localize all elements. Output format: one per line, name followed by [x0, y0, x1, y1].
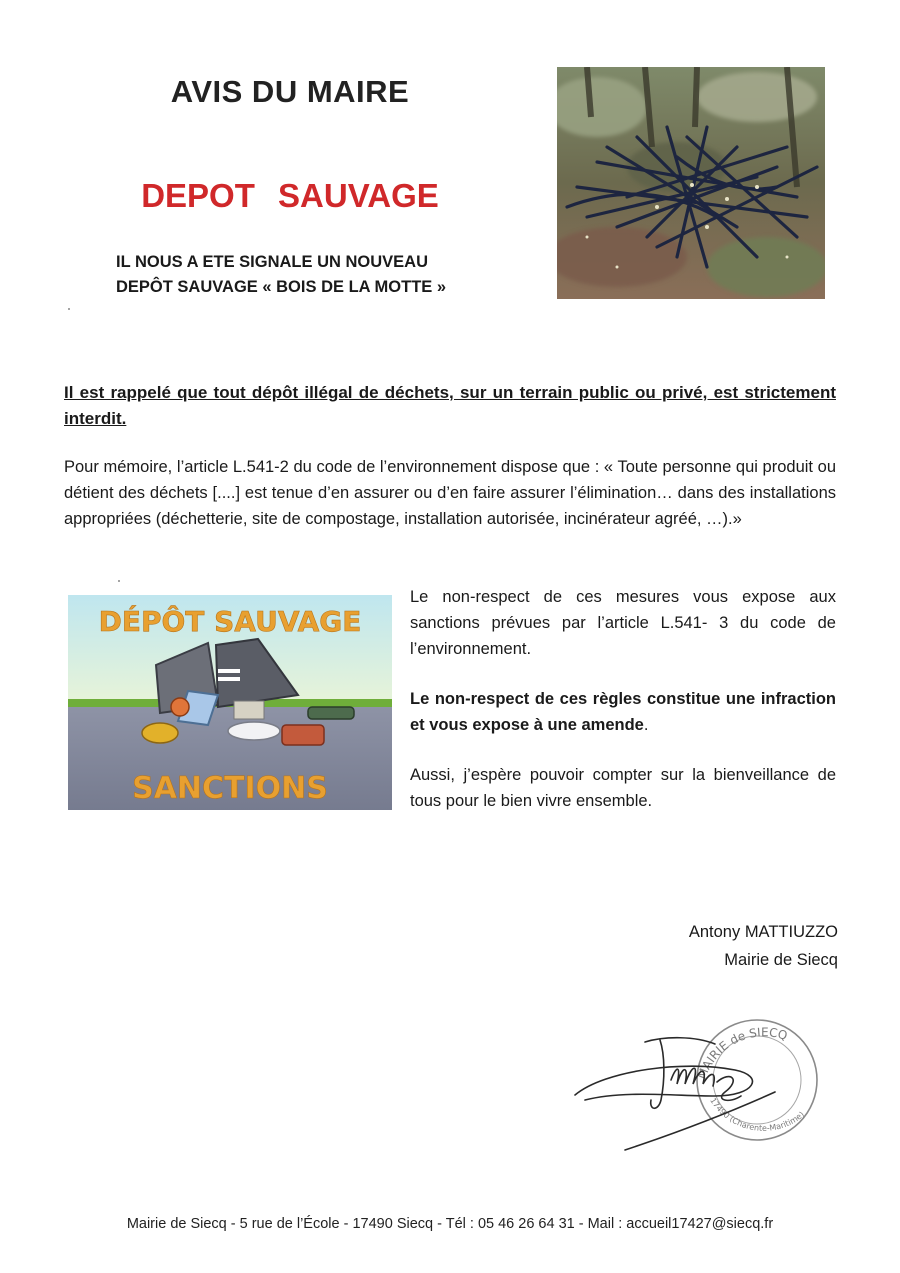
sanctions-illustration [68, 595, 392, 810]
sanctions-block [410, 584, 836, 838]
sanctions-paragraph: Le non-respect de ces mesures vous expose aux sanctions prévues par l’article L.541- 3 du code de l’environnement. [410, 588, 836, 658]
notice-title: AVIS DU MAIRE [170, 74, 410, 109]
report-text [116, 250, 446, 300]
dump-site-photo [557, 67, 825, 299]
speck [118, 580, 120, 582]
illustration-top-text: DÉPÔT SAUVAGE [98, 605, 362, 638]
stamp-subtext: 17490 (Charente-Maritime) [708, 1096, 807, 1133]
notice-subtitle: DEPOT SAUVAGE [141, 177, 439, 214]
signer-block [689, 918, 838, 974]
footer-contact: Mairie de Siecq - 5 rue de l’École - 17490 Siecq - Tél : 05 46 26 64 31 - Mail : accueil17427@siecq.fr [126, 1216, 774, 1232]
closing-paragraph: Aussi, j’espère pouvoir compter sur la bienveillance de tous pour le bien vivre ensemble. [410, 766, 836, 810]
report-line: IL NOUS A ETE SIGNALE UN NOUVEAU [116, 253, 429, 271]
signer-name: Antony MATTIUZZO [688, 923, 838, 941]
report-line: DEPÔT SAUVAGE « BOIS DE LA MOTTE » [116, 278, 447, 296]
warning-bold-text: Le non-respect de ces règles constitue une infraction et vous expose à une amende [410, 690, 836, 734]
legal-memo: Pour mémoire, l’article L.541-2 du code de l’environnement dispose que : « Toute personne qui produit ou détient des déchets [....] est tenue d’en assurer ou d’en faire assurer l’élimination… dans des installations appropriées (déchetterie, site de compostage, installation autorisée, incinérateur agréé, …).» [64, 458, 836, 528]
signer-organization: Mairie de Siecq [724, 951, 838, 969]
speck [68, 308, 70, 310]
stamp-and-signature [565, 1000, 825, 1160]
warning-paragraph [410, 686, 836, 738]
stamp-text: MAIRIE de SIECQ [694, 1025, 790, 1082]
svg-text:MAIRIE de SIECQ [695, 1025, 789, 1081]
warning-end: . [643, 716, 649, 734]
reminder-statement: Il est rappelé que tout dépôt illégal de déchets, sur un terrain public ou privé, est strictement interdit. [64, 383, 836, 428]
illustration-bottom-text: SANCTIONS [132, 771, 328, 806]
